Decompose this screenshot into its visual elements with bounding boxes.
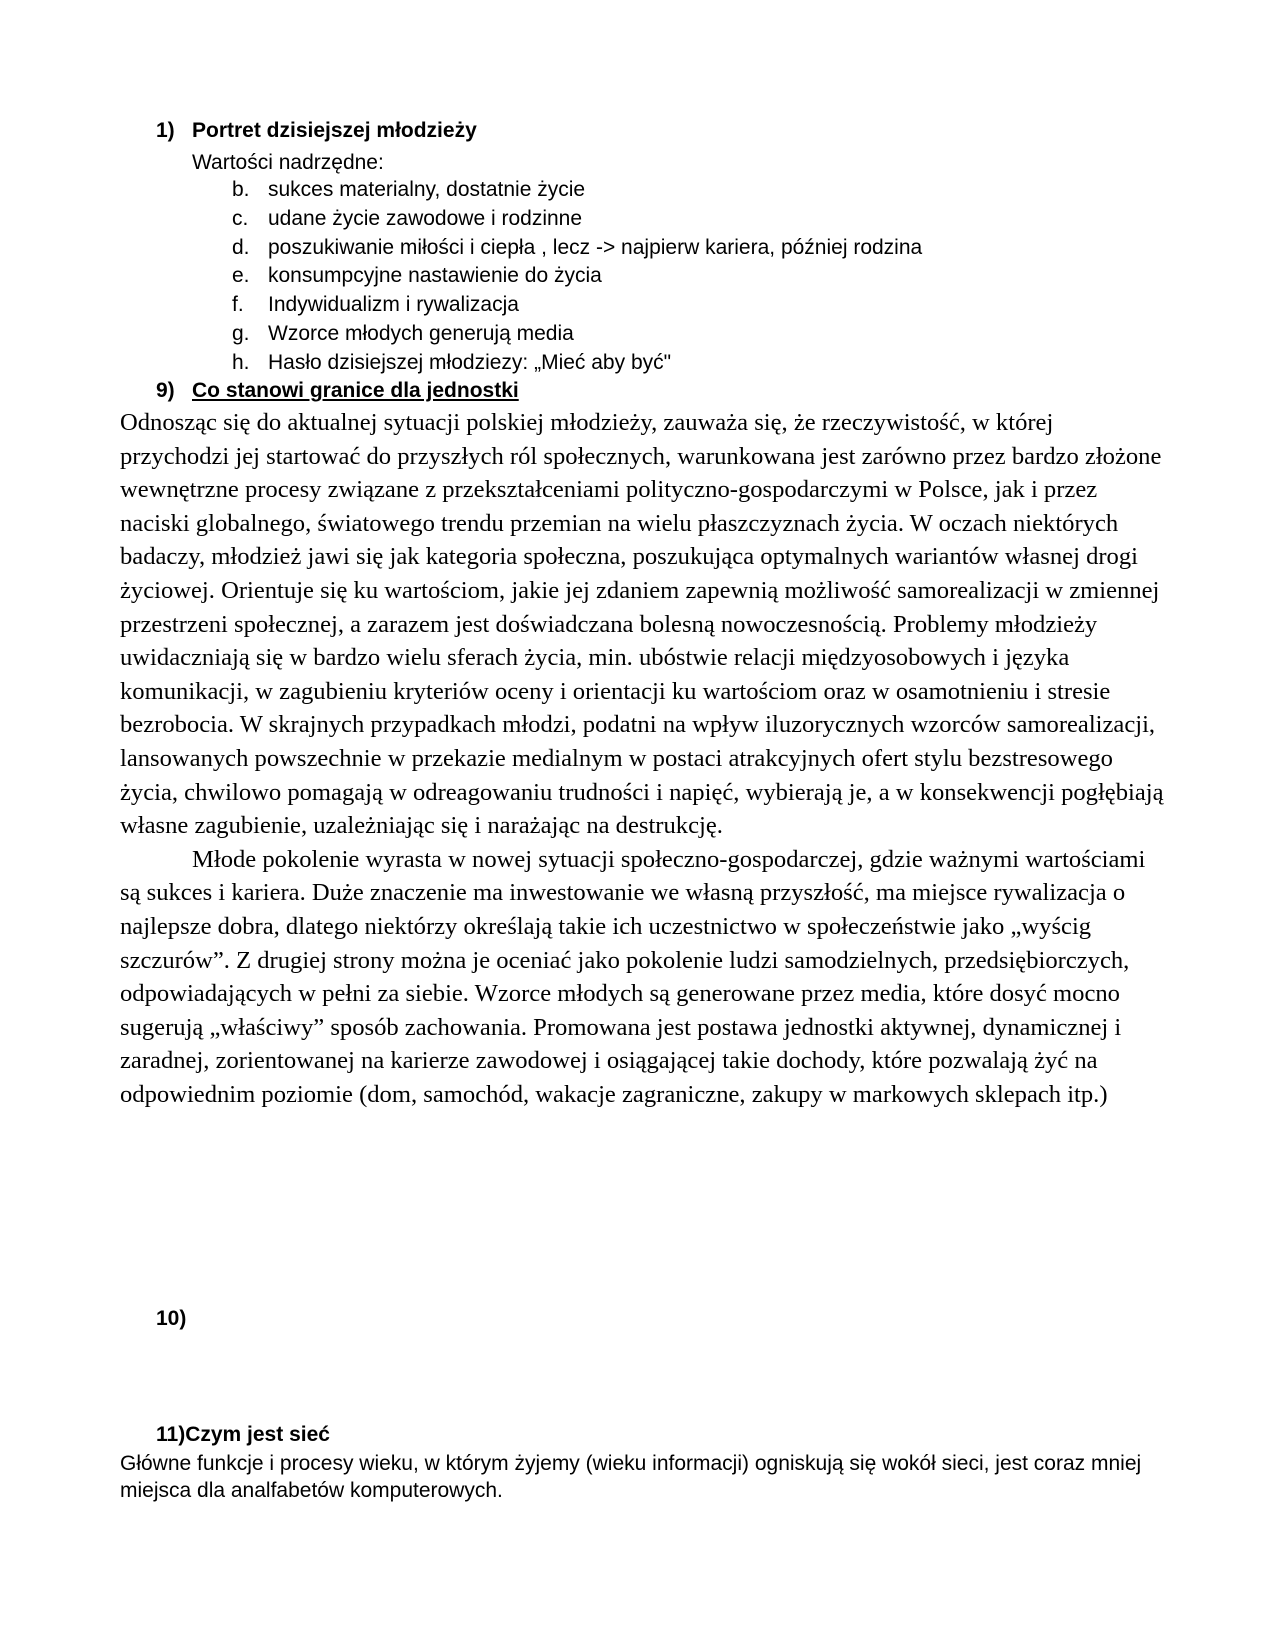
section-11-heading: 11)Czym jest sieć bbox=[156, 1423, 330, 1446]
section-1-heading bbox=[156, 118, 477, 144]
list-item-letter: c. bbox=[232, 206, 249, 230]
list-item-text: poszukiwanie miłości i ciepła , lecz -> najpierw kariera, później rodzina bbox=[268, 235, 923, 259]
section-9-body bbox=[120, 406, 1165, 1111]
list-item-letter: f. bbox=[232, 293, 244, 317]
section-1-number: 1) bbox=[156, 119, 175, 142]
section-1-title: Portret dzisiejszej młodzieży bbox=[192, 119, 477, 142]
section-9-heading bbox=[156, 378, 519, 404]
list-item-text: Hasło dzisiejszej młodziezy: „Mieć aby być" bbox=[268, 350, 672, 374]
section-9-title: Co stanowi granice dla jednostki bbox=[192, 379, 519, 402]
list-item-text: udane życie zawodowe i rodzinne bbox=[268, 206, 583, 230]
paragraph: Młode pokolenie wyrasta w nowej sytuacji społeczno-gospodarczej, gdzie ważnymi wartościami są sukces i kariera. Duże znaczenie ma inwestowanie we własną przyszłość, ma miejsce rywalizacja o najlepsze dobra, dlatego niektórzy określają takie ich uczestnictwo w społeczeństwie jako „wyścig szczurów”. Z drugiej strony można je oceniać jako pokolenie ludzi samodzielnych, przedsiębiorczych, odpowiadających w pełni za siebie. Wzorce młodych są generowane przez media, które dosyć mocno sugerują „właściwy” sposób zachowania. Promowana jest postawa jednostki aktywnej, dynamicznej i zaradnej, zorientowanej na karierze zawodowej i osiągającej takie dochody, które pozwalają żyć na odpowiednim poziomie (dom, samochód, wakacje zagraniczne, zakupy w markowych sklepach itp.) bbox=[120, 845, 1146, 1108]
section-11-paragraph: Główne funkcje i procesy wieku, w którym żyjemy (wieku informacji) ogniskują się wokół sieci, jest coraz mniej miejsca dla analfabetów komputerowych. bbox=[120, 1452, 1142, 1502]
list-item-text: sukces materialny, dostatnie życie bbox=[268, 178, 586, 201]
list-item-text: Indywidualizm i rywalizacja bbox=[268, 293, 519, 317]
list-item-text: Wzorce młodych generują media bbox=[268, 321, 574, 345]
list-item-letter: h. bbox=[232, 350, 250, 374]
list-item-text: konsumpcyjne nastawienie do życia bbox=[268, 264, 602, 288]
section-9-number: 9) bbox=[156, 379, 175, 402]
paragraph: Odnosząc się do aktualnej sytuacji polskiej młodzieży, zauważa się, że rzeczywistość, w której przychodzi jej startować do przyszłych ról społecznych, warunkowana jest zarówno przez bardzo złożone wewnętrzne procesy związane z przekształceniami polityczno-gospodarczymi w Polsce, jak i przez naciski globalnego, światowego trendu przemian na wielu płaszczyznach życia. W oczach niektórych badaczy, młodzież jawi się jak kategoria społeczna, poszukująca optymalnych wariantów własnej drogi życiowej. Orientuje się ku wartościom, jakie jej zdaniem zapewnią możliwość samorealizacji w zmiennej przestrzeni społecznej, a zarazem jest doświadczana bolesną nowoczesnością. Problemy młodzieży uwidaczniają się w bardzo wielu sferach życia, min. ubóstwie relacji międzyosobowych i języka komunikacji, w zagubieniu kryteriów oceny i orientacji ku wartościom oraz w osamotnieniu i stresie bezrobocia. W skrajnych przypadkach młodzi, podatni na wpływ iluzorycznych wzorców samorealizacji, lansowanych powszechnie w przekazie medialnym w postaci atrakcyjnych ofert stylu bezstresowego życia, chwilowo pomagają w odreagowaniu trudności i napięć, wybierają je, a w konsekwencji pogłębiają własne zagubienie, uzależniając się i narażając na destrukcję. bbox=[120, 409, 1164, 840]
list-item-letter: b. bbox=[232, 178, 250, 201]
section-10-number: 10) bbox=[156, 1307, 187, 1330]
section-1-subheading: Wartości nadrzędne: bbox=[192, 151, 384, 174]
list-item-letter: d. bbox=[232, 235, 250, 259]
list-item-letter: g. bbox=[232, 321, 250, 345]
section-10-heading bbox=[156, 1306, 186, 1332]
list-item-letter: e. bbox=[232, 264, 250, 288]
